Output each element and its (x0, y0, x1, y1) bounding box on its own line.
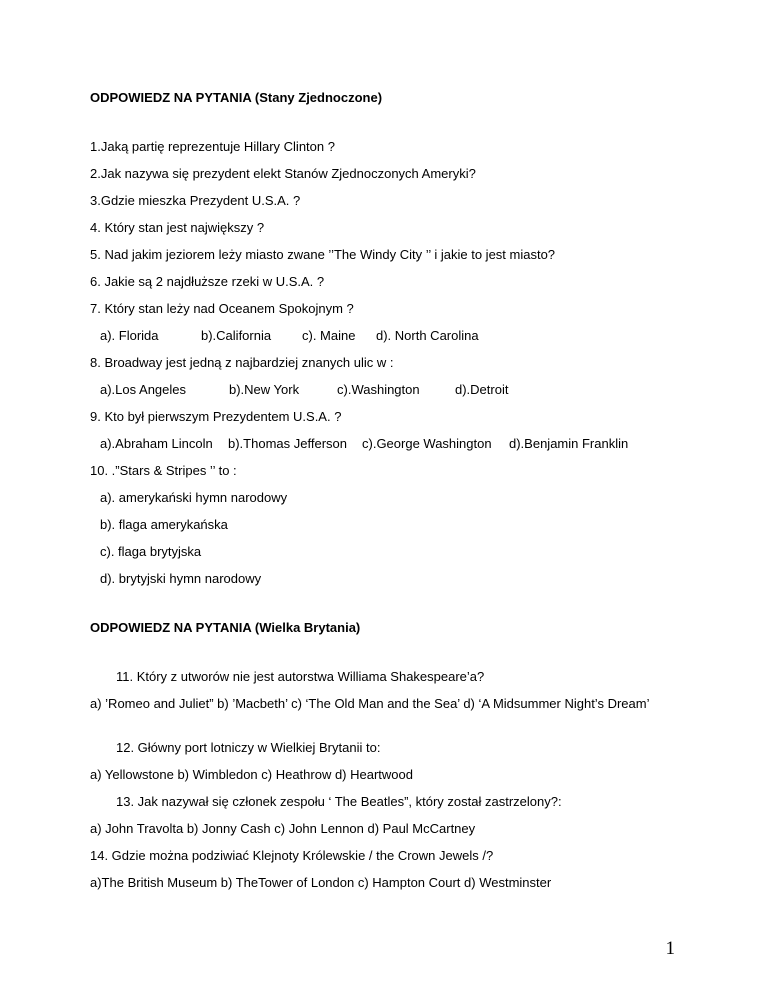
question-10-option-c: c). flaga brytyjska (100, 544, 202, 559)
option-a: a). Florida (100, 328, 159, 343)
option-b: b).New York (229, 382, 300, 397)
question-12: 12. Główny port lotniczy w Wielkiej Brytanii to: (116, 740, 381, 755)
section-heading-usa: ODPOWIEDZ NA PYTANIA (Stany Zjednoczone) (90, 90, 383, 105)
question-8: 8. Broadway jest jedną z najbardziej znanych ulic w : (90, 355, 394, 370)
question-10-option-b: b). flaga amerykańska (100, 517, 228, 532)
option-d: d).Benjamin Franklin (509, 436, 629, 451)
question-3: 3.Gdzie mieszka Prezydent U.S.A. ? (90, 193, 301, 208)
question-11-options: a) ’Romeo and Juliet” b) ’Macbeth’ c) ‘The Old Man and the Sea’ d) ‘A Midsummer Night’s Dream’ (90, 696, 650, 711)
question-14-options: a)The British Museum b) TheTower of London c) Hampton Court d) Westminster (90, 875, 552, 890)
question-13-options: a) John Travolta b) Jonny Cash c) John Lennon d) Paul McCartney (90, 821, 476, 836)
question-14: 14. Gdzie można podziwiać Klejnoty Królewskie / the Crown Jewels /? (90, 848, 494, 863)
option-d: d).Detroit (455, 382, 509, 397)
option-c: c).Washington (337, 382, 420, 397)
question-7: 7. Który stan leży nad Oceanem Spokojnym ? (90, 301, 354, 316)
question-9: 9. Kto był pierwszym Prezydentem U.S.A. ? (90, 409, 342, 424)
page-number: 1 (665, 938, 675, 959)
question-10-option-a: a). amerykański hymn narodowy (100, 490, 288, 505)
question-5: 5. Nad jakim jeziorem leży miasto zwane ’’The Windy City ’’ i jakie to jest miasto? (90, 247, 556, 262)
question-1: 1.Jaką partię reprezentuje Hillary Clinton ? (90, 139, 335, 154)
option-b: b).Thomas Jefferson (228, 436, 347, 451)
option-a: a).Los Angeles (100, 382, 187, 397)
option-c: c). Maine (302, 328, 356, 343)
option-b: b).California (201, 328, 272, 343)
question-10-option-d: d). brytyjski hymn narodowy (100, 571, 262, 586)
section-heading-uk: ODPOWIEDZ NA PYTANIA (Wielka Brytania) (90, 620, 361, 635)
question-4: 4. Który stan jest największy ? (90, 220, 265, 235)
option-a: a).Abraham Lincoln (100, 436, 213, 451)
question-12-options: a) Yellowstone b) Wimbledon c) Heathrow d) Heartwood (90, 767, 413, 782)
question-10: 10. .”Stars & Stripes ’’ to : (90, 463, 237, 478)
option-c: c).George Washington (362, 436, 492, 451)
question-6: 6. Jakie są 2 najdłuższe rzeki w U.S.A. ? (90, 274, 325, 289)
question-11: 11. Który z utworów nie jest autorstwa Williama Shakespeare’a? (116, 669, 485, 684)
question-2: 2.Jak nazywa się prezydent elekt Stanów Zjednoczonych Ameryki? (90, 166, 476, 181)
option-d: d). North Carolina (376, 328, 479, 343)
question-13: 13. Jak nazywał się członek zespołu ‘ The Beatles”, który został zastrzelony?: (116, 794, 562, 809)
